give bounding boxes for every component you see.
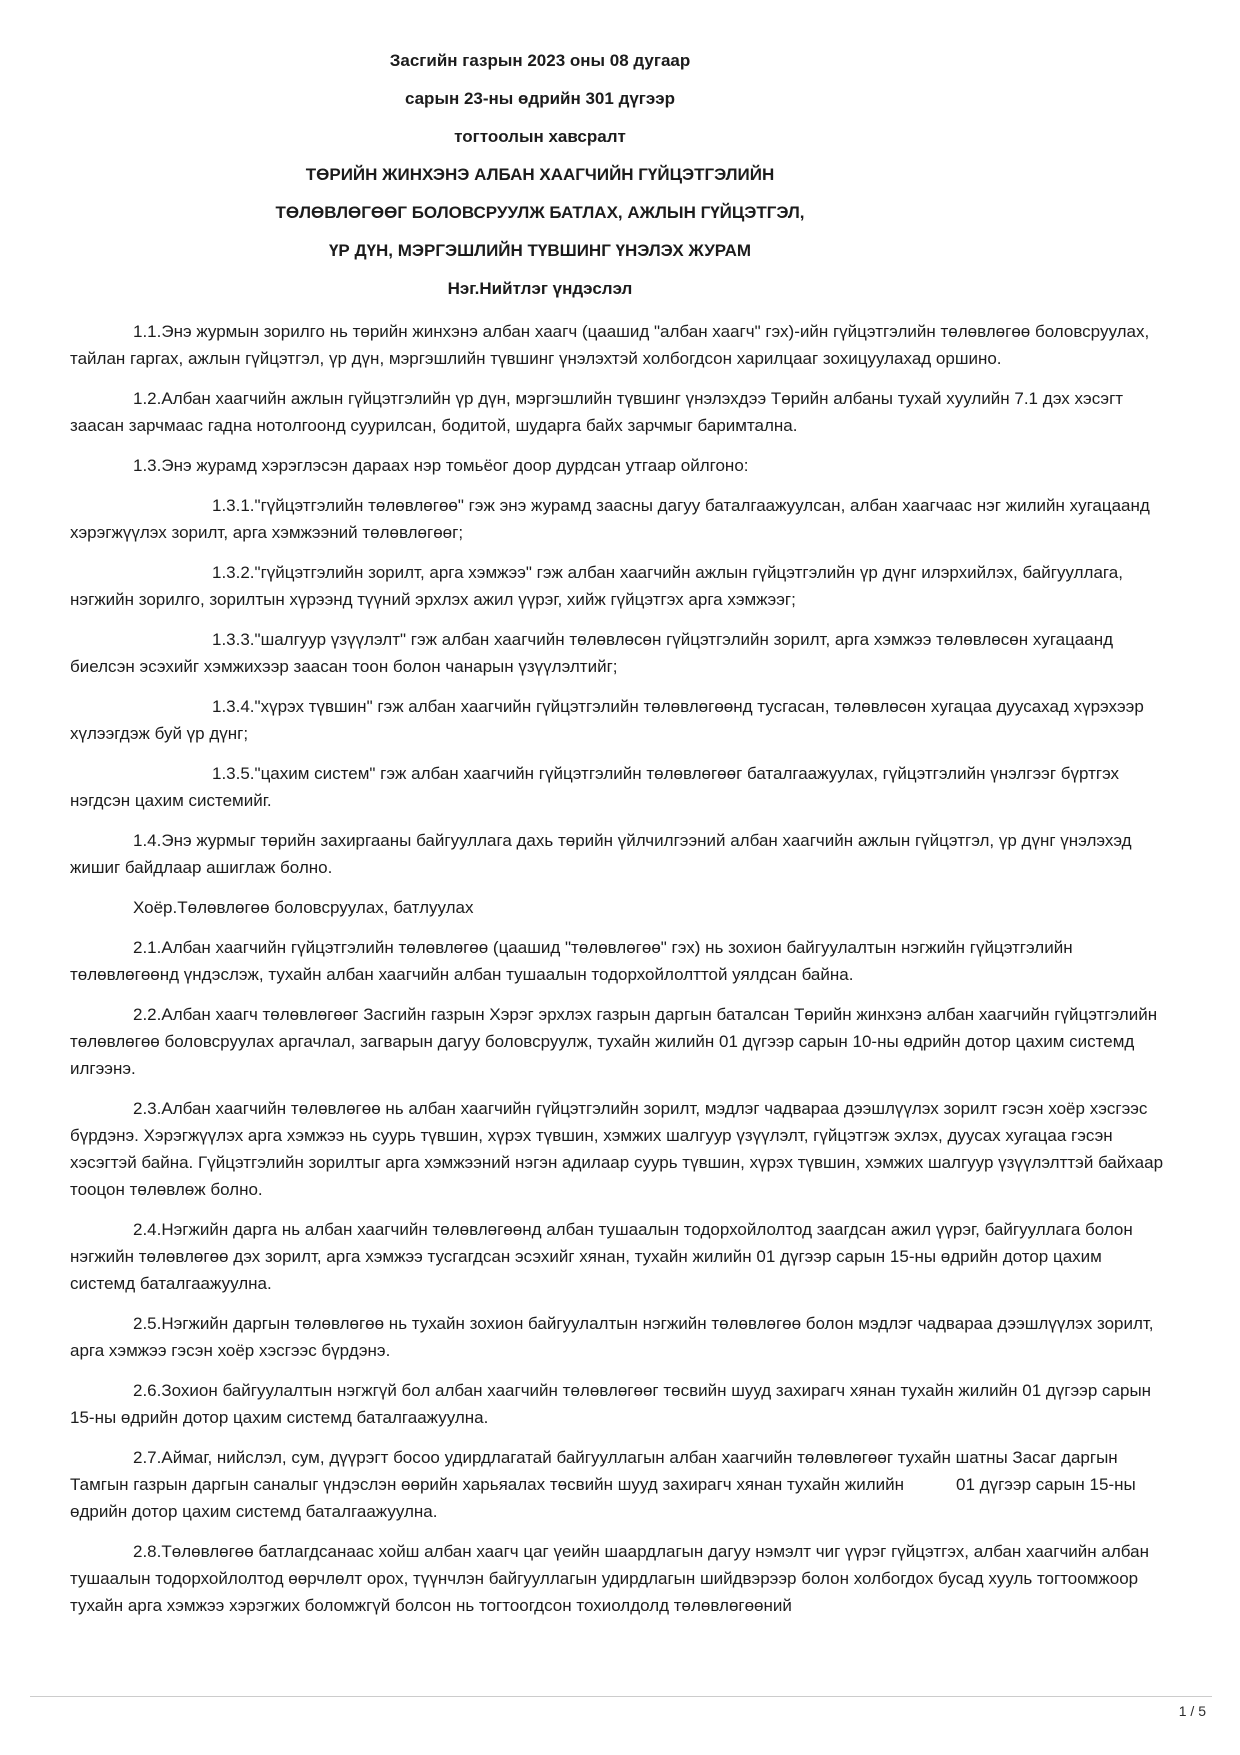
header-line-6: ҮР ДҮН, МЭРГЭШЛИЙН ТҮВШИНГ ҮНЭЛЭХ ЖУРАМ <box>328 241 752 260</box>
paragraph-1-2: 1.2.Албан хаагчийн ажлын гүйцэтгэлийн үр дүн, мэргэшлийн түвшинг үнэлэхдээ Төрийн албаны тухай хуулийн 7.1 дэх хэсэгт заасан зарчмаас гадна нотолгоонд суурилсан, бодитой, шударга байх зарчмыг баримтална. <box>70 389 1124 435</box>
paragraph-2-2: 2.2.Албан хаагч төлөвлөгөөг Засгийн газрын Хэрэг эрхлэх газрын даргын баталсан Төрийн жинхэнэ албан хаагчийн гүйцэтгэлийн төлөвлөгөө боловсруулах аргачлал, загварын дагуу боловсруулж, тухайн жилийн 01 дүгээр сарын 10-ны өдрийн дотор цахим системд илгээнэ. <box>70 1005 1158 1078</box>
header-line-4: ТӨРИЙН ЖИНХЭНЭ АЛБАН ХААГЧИЙН ГҮЙЦЭТГЭЛИЙН <box>305 165 775 184</box>
paragraph-2-4: 2.4.Нэгжийн дарга нь албан хаагчийн төлөвлөгөөнд албан тушаалын тодорхойлолтод заагдсан ажил үүрэг, байгууллага болон нэгжийн төлөвлөгөө дэх зорилт, арга хэмжээ тусгагдсан эсэхийг хянан, тухайн жилийн 01 дүгээр сарын 15-ны өдрийн дотор цахим системд баталгаажуулна. <box>70 1220 1133 1293</box>
footer-divider <box>30 1696 1212 1697</box>
paragraph-2-6: 2.6.Зохион байгуулалтын нэгжгүй бол албан хаагчийн төлөвлөгөөг төсвийн шууд захирагч хянан тухайн жилийн 01 дүгээр сарын 15-ны өдрийн дотор цахим системд баталгаажуулна. <box>70 1381 1152 1427</box>
section-title-two: Хоёр.Төлөвлөгөө боловсруулах, батлуулах <box>133 898 474 917</box>
paragraph-2-5: 2.5.Нэгжийн даргын төлөвлөгөө нь тухайн зохион байгуулалтын нэгжийн төлөвлөгөө болон мэдлэг чадвараа дээшлүүлэх зорилт, арга хэмжээ гэсэн хоёр хэсгээс бүрдэнэ. <box>70 1314 1154 1360</box>
paragraph-2-1: 2.1.Албан хаагчийн гүйцэтгэлийн төлөвлөгөө (цаашид "төлөвлөгөө" гэх) нь зохион байгуулалтын нэгжийн гүйцэтгэлийн төлөвлөгөөнд үндэслэж, тухайн албан хаагчийн албан тушаалын тодорхойлолттой уялдсан байна. <box>70 938 1073 984</box>
paragraph-1-1: 1.1.Энэ журмын зорилго нь төрийн жинхэнэ албан хаагч (цаашид "албан хаагч" гэх)-ийн гүйцэтгэлийн төлөвлөгөө боловсруулах, тайлан гаргах, ажлын гүйцэтгэл, үр дүн, мэргэшлийн түвшинг үнэлэхтэй холбогдсон харилцааг зохицуулахад оршино. <box>70 322 1150 368</box>
paragraph-1-3-2: 1.3.2."гүйцэтгэлийн зорилт, арга хэмжээ" гэж албан хаагчийн ажлын гүйцэтгэлийн үр дүнг илэрхийлэх, байгууллага, нэгжийн зорилго, зорилтын хүрээнд түүний эрхлэх ажил үүрэг, хийж гүйцэтгэх арга хэмжээг; <box>70 563 1123 609</box>
paragraph-1-3-5: 1.3.5."цахим систем" гэж албан хаагчийн гүйцэтгэлийн төлөвлөгөөг баталгаажуулах, гүйцэтгэлийн үнэлгээг бүртгэх нэгдсэн цахим системийг. <box>70 764 1120 810</box>
page-number: 1 / 5 <box>1178 1703 1206 1719</box>
header-line-2: сарын 23-ны өдрийн 301 дүгээр <box>404 89 676 108</box>
header-line-1: Засгийн газрын 2023 оны 08 дугаар <box>389 51 691 70</box>
paragraph-2-7: 2.7.Аймаг, нийслэл, сум, дүүрэгт босоо удирдлагатай байгууллагын албан хаагчийн төлөвлөгөөг тухайн шатны Засаг даргын Тамгын газрын даргын саналыг үндэслэн өөрийн харьяалах төсвийн шууд захирагч хянан тухайн жилийн 01 дүгээр сарын 15-ны өдрийн дотор цахим системд баталгаажуулна. <box>70 1448 1136 1521</box>
paragraph-2-3: 2.3.Албан хаагчийн төлөвлөгөө нь албан хаагчийн гүйцэтгэлийн зорилт, мэдлэг чадвараа дээшлүүлэх зорилт гэсэн хоёр хэсгээс бүрдэнэ. Хэрэгжүүлэх арга хэмжээ нь суурь түвшин, хүрэх түвшин, хэмжих шалгуур үзүүлэлт, гүйцэтгэж эхлэх, дуусах хугацаа гэсэн хэсэгтэй байна. Гүйцэтгэлийн зорилтыг арга хэмжээний нэгэн адилаар суурь түвшин, хүрэх түвшин, хэмжих шалгуур үзүүлэлттэй байхаар тооцон төлөвлөж болно. <box>70 1099 1164 1199</box>
header-line-3: тогтоолын хавсралт <box>454 127 626 146</box>
paragraph-2-8: 2.8.Төлөвлөгөө батлагдсанаас хойш албан хаагч цаг үеийн шаардлагын дагуу нэмэлт чиг үүрэг гүйцэтгэх, албан хаагчийн албан тушаалын тодорхойлолтод өөрчлөлт орох, түүнчлэн байгууллагын удирдлагын шийдвэрээр болон холбогдох бусад хууль тогтоомжоор тухайн арга хэмжээ хэрэгжих боломжгүй болсон нь тогтоогдсон тохиолдолд төлөвлөгөөний <box>70 1542 1149 1615</box>
paragraph-1-3-4: 1.3.4."хүрэх түвшин" гэж албан хаагчийн гүйцэтгэлийн төлөвлөгөөнд тусгасан, төлөвлөсөн хугацаа дуусахад хүрэхээр хүлээгдэж буй үр дүнг; <box>70 697 1144 743</box>
section-title-one: Нэг.Нийтлэг үндэслэл <box>447 279 633 298</box>
paragraph-1-3: 1.3.Энэ журамд хэрэглэсэн дараах нэр томьёог доор дурдсан утгаар ойлгоно: <box>133 456 749 475</box>
paragraph-1-4: 1.4.Энэ журмыг төрийн захиргааны байгууллага дахь төрийн үйлчилгээний албан хаагчийн ажлын гүйцэтгэл, үр дүнг үнэлэхэд жишиг байдлаар ашиглаж болно. <box>70 831 1132 877</box>
paragraph-1-3-3: 1.3.3."шалгуур үзүүлэлт" гэж албан хаагчийн төлөвлөсөн гүйцэтгэлийн зорилт, арга хэмжээ төлөвлөсөн хугацаанд биелсэн эсэхийг хэмжихээр заасан тоон болон чанарын үзүүлэлтийг; <box>70 630 1114 676</box>
paragraph-1-3-1: 1.3.1."гүйцэтгэлийн төлөвлөгөө" гэж энэ журамд заасны дагуу баталгаажуулсан, албан хаагчаас нэг жилийн хугацаанд хэрэгжүүлэх зорилт, арга хэмжээний төлөвлөгөөг; <box>70 496 1150 542</box>
header-line-5: ТӨЛӨВЛӨГӨӨГ БОЛОВСРУУЛЖ БАТЛАХ, АЖЛЫН ГҮЙЦЭТГЭЛ, <box>275 203 805 222</box>
